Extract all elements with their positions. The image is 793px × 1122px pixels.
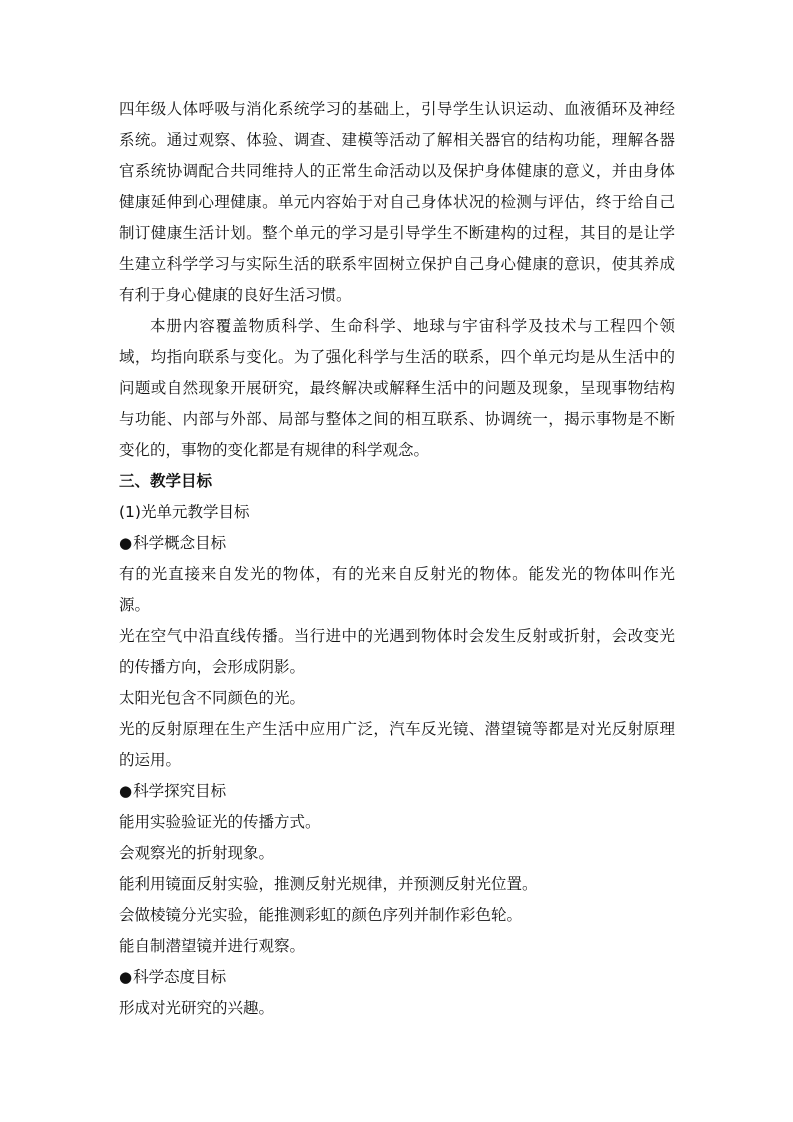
inquiry-item: 能用实验验证光的传播方式。 (119, 813, 321, 831)
bullet-icon: ● (119, 782, 133, 800)
inquiry-item: 会观察光的折射现象。 (119, 844, 275, 862)
inquiry-item: 会做棱镜分光实验，能推测彩虹的颜色序列并制作彩色轮。 (119, 906, 523, 924)
bullet-icon: ● (119, 968, 133, 986)
document-body (119, 94, 675, 1024)
paragraph-book-overview: 本册内容覆盖物质科学、生命科学、地球与宇宙科学及技术与工程四个领域，均指向联系与变化。为了强化科学与生活的联系，四个单元均是从生活中的问题或自然现象开展研究，最终解决或解释生活中的问题及现象，呈现事物结构与功能、内部与外部、局部与整体之间的相互联系、协调统一，揭示事物是不断变化的，事物的变化都是有规律的科学观念。 (119, 317, 675, 459)
attitude-item: 形成对光研究的兴趣。 (119, 999, 275, 1017)
inquiry-item: 能自制潜望镜并进行观察。 (119, 937, 306, 955)
bullet-icon: ● (119, 534, 133, 552)
concept-item: 光在空气中沿直线传播。当行进中的光遇到物体时会发生反射或折射，会改变光的传播方向，会形成阴影。 (119, 627, 675, 676)
concept-item: 有的光直接来自发光的物体，有的光来自反射光的物体。能发光的物体叫作光源。 (119, 565, 675, 614)
attitude-goals-title (119, 962, 675, 993)
paragraph-unit-overview: 四年级人体呼吸与消化系统学习的基础上，引导学生认识运动、血液循环及神经系统。通过观察、体验、调查、建模等活动了解相关器官的结构功能，理解各器官系统协调配合共同维持人的正常生命活动以及保护身体健康的意义，并由身体健康延伸到心理健康。单元内容始于对自己身体状况的检测与评估，终于给自己制订健康生活计划。整个单元的学习是引导学生不断建构的过程，其目的是让学生建立科学学习与实际生活的联系牢固树立保护自己身心健康的意识，使其养成有利于身心健康的良好生活习惯。 (119, 100, 675, 304)
inquiry-item: 能利用镜面反射实验，推测反射光规律，并预测反射光位置。 (119, 875, 538, 893)
inquiry-goals-title (119, 776, 675, 807)
subsection-heading: (1)光单元教学目标 (119, 503, 250, 521)
attitude-goals-label: 科学态度目标 (133, 968, 227, 986)
concept-item: 太阳光包含不同颜色的光。 (119, 689, 306, 707)
section-heading: 三、教学目标 (119, 472, 213, 490)
inquiry-goals-label: 科学探究目标 (133, 782, 227, 800)
concept-goals-label: 科学概念目标 (133, 534, 227, 552)
concept-item: 光的反射原理在生产生活中应用广泛，汽车反光镜、潜望镜等都是对光反射原理的运用。 (119, 720, 675, 769)
concept-goals-title (119, 528, 675, 559)
